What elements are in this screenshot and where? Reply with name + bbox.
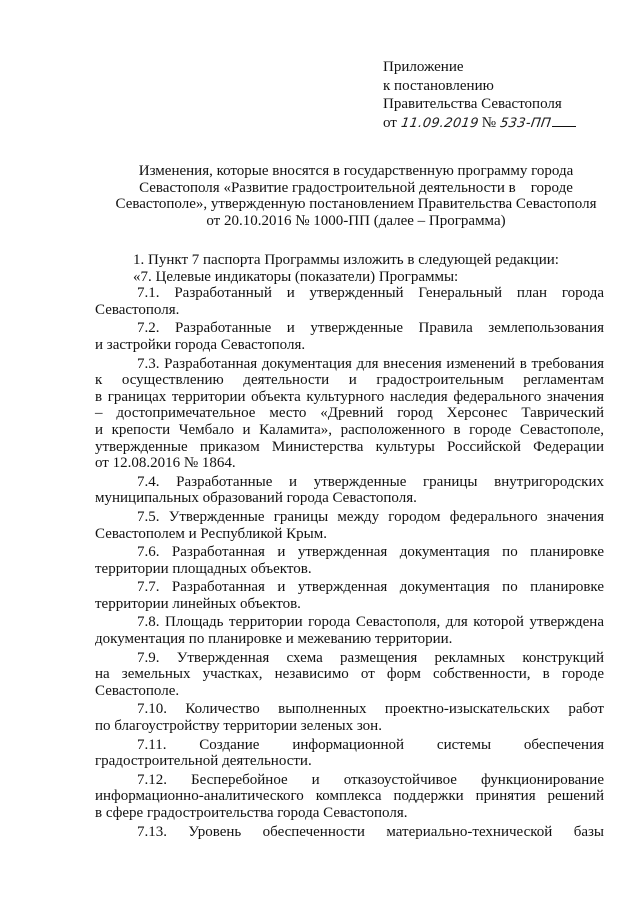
paragraph: 1. Пункт 7 паспорта Программы изложить в следующей редакции: — [133, 252, 559, 268]
title-line: от 20.10.2016 № 1000-ПП (далее – Программа) — [206, 212, 506, 229]
list-item: 7.2. Разработанные и утвержденные Правила землепользования и застройки города Севастополя. — [95, 320, 604, 353]
list-item: 7.5. Утвержденные границы между городом федерального значения Севастополем и Республикой Крым. — [95, 508, 604, 542]
paragraph: «7. Целевые индикаторы (показатели) Программы: — [133, 268, 459, 285]
list-item: 7.13. Уровень обеспеченности материально-технической базы — [137, 823, 604, 840]
list-item: 7.1. Разработанный и утвержденный Генеральный план города Севастополя. — [95, 285, 604, 318]
handwritten-date: 11.09.2019 — [399, 115, 480, 131]
list-item: 7.9. Утвержденная схема размещения рекламных конструкций на земельных участках, независимо от форм собственности, в городе Севастополе. — [95, 649, 604, 699]
appendix-line: к постановлению — [383, 77, 494, 94]
list-item: 7.3. Разработанная документация для внесения изменений в требования к осуществлению деятельности и градостроительным регламентам в границах территории объекта культурного наследия федерального значения – достопримечательное место «Древний город Херсонес Таврический и крепости Чембало и Каламита», расположенного в городе Севастополе, утвержденные приказом Министерства культуры Российской Федерации от 12.08.2016 № 1864. — [95, 355, 604, 472]
handwritten-number: 533-ПП — [498, 115, 552, 131]
document-body — [95, 252, 604, 840]
title-line: Севастополя «Развитие градостроительной деятельности в городе — [139, 179, 573, 196]
list-item: 7.11. Создание информационной системы обеспечения градостроительной деятельности. — [95, 736, 604, 770]
document-title — [96, 163, 616, 229]
date-prefix: от — [383, 114, 397, 131]
number-prefix: № — [481, 114, 497, 131]
list-item: 7.7. Разработанная и утвержденная документация по планировке территории линейных объектов. — [95, 579, 604, 612]
appendix-line: Приложение — [383, 59, 464, 75]
title-line: Севастополе», утвержденную постановлением Правительства Севастополя — [115, 196, 597, 212]
list-item: 7.4. Разработанные и утвержденные границы внутригородских муниципальных образований города Севастополя. — [95, 473, 604, 507]
list-item: 7.12. Бесперебойное и отказоустойчивое функционирование информационно-аналитического комплекса поддержки принятия решений в сфере градостроительства города Севастополя. — [95, 771, 604, 821]
appendix-date-line — [383, 114, 576, 134]
list-item: 7.10. Количество выполненных проектно-изыскательских работ по благоустройству территории зеленых зон. — [95, 701, 604, 735]
number-underline — [552, 116, 576, 127]
list-item: 7.8. Площадь территории города Севастополя, для которой утверждена документация по планировке и межеванию территории. — [95, 614, 604, 648]
appendix-block — [383, 58, 576, 133]
list-item: 7.6. Разработанная и утвержденная документация по планировке территории площадных объектов. — [95, 544, 604, 577]
appendix-line: Правительства Севастополя — [383, 96, 562, 112]
title-line: Изменения, которые вносятся в государственную программу города — [138, 163, 574, 179]
